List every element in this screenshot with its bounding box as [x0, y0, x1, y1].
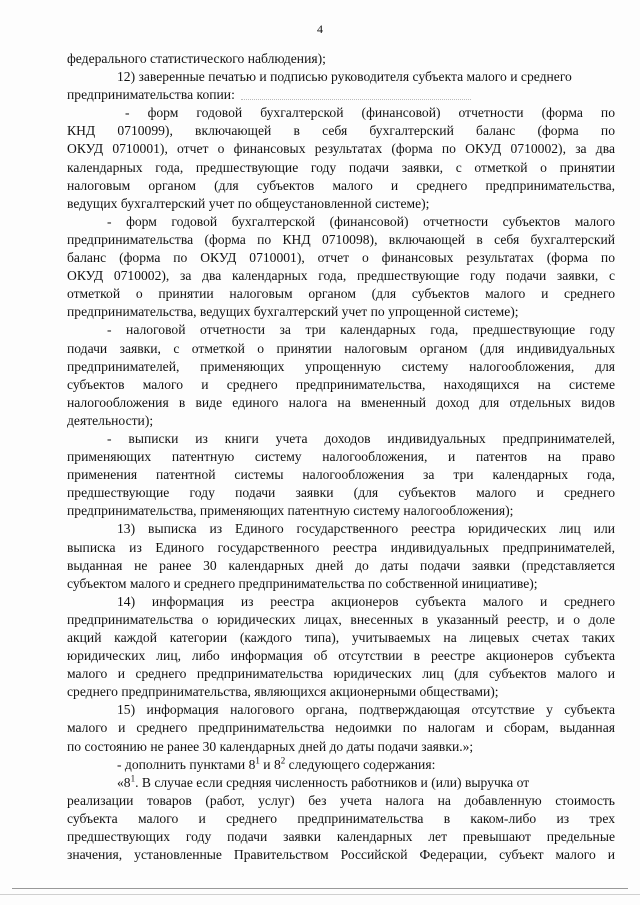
text-line: малого и среднего предпринимательства недоимки по налогам и сборам, выданная — [67, 720, 615, 736]
amendment-intro: - дополнить пунктами $8^1$ и $8^2$ следующего содержания: — [117, 755, 436, 772]
scan-artifact — [241, 93, 471, 100]
text-line: КНД 0710099), включающей в себя бухгалтерский баланс (форма по — [67, 123, 615, 139]
text-line: субъектов малого и среднего предпринимательства, находящихся на системе — [67, 376, 615, 392]
text-line: субъектом малого и среднего предпринимательства по собственной инициативе); — [67, 575, 538, 591]
text-line: предпринимателей, применяющих упрощенную систему налогообложения, для — [67, 358, 615, 374]
text-line: реализации товаров (работ, услуг) без учета налога на добавленную стоимость — [67, 792, 615, 808]
text-line: баланс (форма по ОКУД 0710001), отчет о финансовых результатах (форма по — [67, 250, 615, 266]
text-line: предшествующих году подачи заявки календарных лет превышают предельные — [67, 829, 615, 845]
text-line: среднего предпринимательства, являющихся акционерными обществами); — [67, 684, 499, 700]
text-line: юридических лиц, либо информация об отсутствии в реестре акционеров субъекта — [67, 648, 615, 664]
text-line: отметкой о принятии налоговым органом (для субъектов малого и среднего — [67, 286, 615, 302]
paragraph-14: 14) информация из реестра акционеров субъекта малого и среднего — [117, 593, 615, 609]
list-item-forms-simplified: - форм годовой бухгалтерской (финансовой) отчетности субъектов малого — [107, 213, 615, 229]
text-line: налогообложения в виде единого налога на вмененный доход для отдельных видов — [67, 394, 615, 410]
text-line: подачи заявки, с отметкой о принятии налоговым органом (для индивидуальных — [67, 340, 615, 356]
paragraph-12: 12) заверенные печатью и подписью руководителя субъекта малого и среднего — [117, 69, 572, 85]
text-line: выписка из Единого государственного реестра индивидуальных предпринимателей, — [67, 539, 615, 555]
text-line: субъекта малого и среднего предпринимательства в каком-либо из трех — [67, 810, 615, 826]
text-line: деятельности); — [67, 412, 154, 428]
text-line: предпринимательства копии: — [67, 86, 615, 104]
text-line: предшествующие году подачи заявки (для субъектов малого и среднего — [67, 485, 615, 501]
text-line: календарных года, предшествующие году подачи заявки, с отметкой о принятии — [67, 159, 615, 175]
scan-edge-line — [12, 888, 628, 889]
list-item-tax-reporting: - налоговой отчетности за три календарных года, предшествующие году — [107, 322, 615, 338]
document-body — [67, 50, 615, 864]
scan-edge-line — [0, 894, 640, 895]
text-line: малого и среднего предпринимательства юридических лиц (для субъектов малого и — [67, 666, 615, 682]
text-line: ведущих бухгалтерский учет по общеустановленной системе); — [67, 195, 430, 211]
text-line: налоговым органом (для субъектов малого и среднего предпринимательства, — [67, 177, 615, 193]
list-item-forms-general: - форм годовой бухгалтерской (финансовой) отчетности (форма по — [125, 105, 615, 121]
text-line: федерального статистического наблюдения); — [67, 51, 326, 66]
list-item-income-book: - выписки из книги учета доходов индивидуальных предпринимателей, — [107, 430, 615, 446]
paragraph-13: 13) выписка из Единого государственного реестра юридических лиц или — [117, 521, 615, 537]
text-line: предпринимательства, применяющих патентную систему налогообложения); — [67, 503, 514, 519]
page-number: 4 — [317, 22, 323, 36]
text-line: применения патентной системы налогообложения за три календарных года, — [67, 467, 615, 483]
paragraph-8-1: «$8^1$. В случае если средняя численность работников и (или) выручка от — [117, 773, 530, 790]
text-line: акций каждой категории (каждого типа), учитываемых на лицевых счетах таких — [67, 630, 615, 645]
text-line: ОКУД 0710002), за два календарных года, предшествующие году подачи заявки, с — [67, 268, 615, 284]
text-line: предпринимательства, ведущих бухгалтерский учет по упрощенной системе); — [67, 304, 519, 320]
paragraph-15: 15) информация налогового органа, подтверждающая отсутствие у субъекта — [117, 702, 615, 718]
text-line: применяющих патентную систему налогообложения, и патентов на право — [67, 449, 615, 465]
text-line: предпринимательства о юридических лицах, внесенных в указанный реестр, и о доле — [67, 611, 615, 627]
text-line: значения, установленные Правительством Российской Федерации, субъект малого и — [67, 847, 615, 863]
text-line: предпринимательства (форма по КНД 0710098), включающей в себя бухгалтерский — [67, 231, 615, 247]
text-line: ОКУД 0710001), отчет о финансовых результатах (форма по ОКУД 0710002), за два — [67, 141, 615, 157]
text-line: выданная не ранее 30 календарных дней до даты подачи заявки (представляется — [67, 557, 615, 573]
text-line: по состоянию не ранее 30 календарных дней до даты подачи заявки.»; — [67, 738, 474, 754]
